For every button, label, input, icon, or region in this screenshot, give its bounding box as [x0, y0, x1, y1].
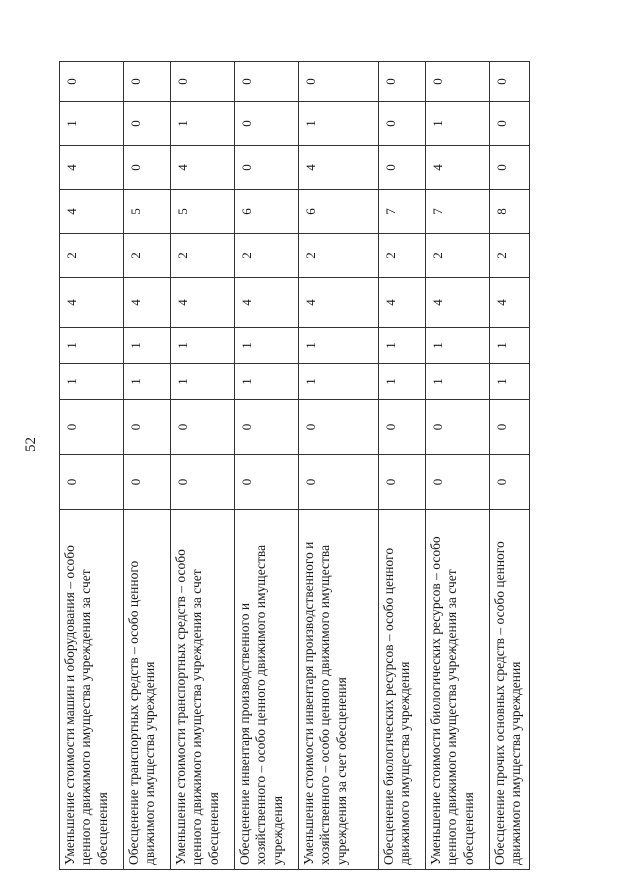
code-digit-cell: 1: [426, 102, 490, 146]
table-row: [490, 62, 530, 870]
code-digit-cell: 4: [379, 278, 426, 328]
rotated-table-container: [59, 62, 529, 870]
code-digit-cell: 2: [490, 234, 530, 278]
code-digit-cell: 2: [299, 234, 379, 278]
code-digit-cell: 0: [379, 102, 426, 146]
code-digit-cell: 1: [60, 328, 124, 364]
table-row: [379, 62, 426, 870]
account-name-cell: Уменьшение стоимости машин и оборудования – особо ценного движимого имущества учреждения за счет обесценения: [60, 510, 124, 870]
table-row: [235, 62, 299, 870]
code-digit-cell: 1: [426, 364, 490, 400]
code-digit-cell: 1: [124, 328, 171, 364]
code-digit-cell: 1: [490, 364, 530, 400]
code-digit-cell: 1: [171, 364, 235, 400]
code-digit-cell: 0: [124, 62, 171, 102]
code-digit-cell: 4: [124, 278, 171, 328]
code-digit-cell: 7: [426, 190, 490, 234]
code-digit-cell: 0: [299, 62, 379, 102]
code-digit-cell: 2: [124, 234, 171, 278]
code-digit-cell: 2: [235, 234, 299, 278]
code-digit-cell: 1: [299, 364, 379, 400]
code-digit-cell: 1: [60, 102, 124, 146]
code-digit-cell: 0: [426, 455, 490, 510]
code-digit-cell: 1: [124, 364, 171, 400]
code-digit-cell: 0: [490, 400, 530, 455]
code-digit-cell: 1: [299, 102, 379, 146]
account-name-cell: Уменьшение стоимости биологических ресурсов – особо ценного движимого имущества учреждения за счет обесценения: [426, 510, 490, 870]
code-digit-cell: 0: [124, 146, 171, 190]
accounts-table: [59, 61, 530, 870]
code-digit-cell: 4: [60, 190, 124, 234]
code-digit-cell: 4: [60, 146, 124, 190]
code-digit-cell: 1: [490, 328, 530, 364]
code-digit-cell: 0: [235, 62, 299, 102]
code-digit-cell: 4: [235, 278, 299, 328]
code-digit-cell: 0: [490, 62, 530, 102]
code-digit-cell: 0: [60, 62, 124, 102]
account-name-cell: Обесценение биологических ресурсов – особо ценного движимого имущества учреждения: [379, 510, 426, 870]
code-digit-cell: 1: [299, 328, 379, 364]
code-digit-cell: 0: [379, 400, 426, 455]
code-digit-cell: 4: [171, 146, 235, 190]
code-digit-cell: 4: [60, 278, 124, 328]
code-digit-cell: 5: [171, 190, 235, 234]
account-name-cell: Обесценение транспортных средств – особо ценного движимого имущества учреждения: [124, 510, 171, 870]
table-row: [299, 62, 379, 870]
code-digit-cell: 0: [124, 400, 171, 455]
code-digit-cell: 0: [490, 102, 530, 146]
code-digit-cell: 4: [490, 278, 530, 328]
code-digit-cell: 5: [124, 190, 171, 234]
code-digit-cell: 0: [490, 146, 530, 190]
code-digit-cell: 2: [379, 234, 426, 278]
code-digit-cell: 1: [379, 364, 426, 400]
code-digit-cell: 1: [60, 364, 124, 400]
code-digit-cell: 0: [299, 400, 379, 455]
code-digit-cell: 0: [171, 62, 235, 102]
code-digit-cell: 1: [426, 328, 490, 364]
account-name-cell: Уменьшение стоимости транспортных средств – особо ценного движимого имущества учреждения за счет обесценения: [171, 510, 235, 870]
code-digit-cell: 0: [426, 400, 490, 455]
code-digit-cell: 4: [299, 278, 379, 328]
table-body: [60, 62, 530, 870]
code-digit-cell: 4: [171, 278, 235, 328]
code-digit-cell: 1: [171, 102, 235, 146]
account-name-cell: Обесценение прочих основных средств – особо ценного движимого имущества учреждения: [490, 510, 530, 870]
code-digit-cell: 0: [60, 455, 124, 510]
table-row: [426, 62, 490, 870]
code-digit-cell: 0: [235, 146, 299, 190]
code-digit-cell: 0: [379, 62, 426, 102]
code-digit-cell: 0: [490, 455, 530, 510]
code-digit-cell: 6: [235, 190, 299, 234]
code-digit-cell: 0: [235, 455, 299, 510]
code-digit-cell: 2: [426, 234, 490, 278]
code-digit-cell: 0: [235, 400, 299, 455]
code-digit-cell: 7: [379, 190, 426, 234]
page-number: 52: [23, 437, 39, 452]
code-digit-cell: 1: [235, 328, 299, 364]
code-digit-cell: 2: [60, 234, 124, 278]
code-digit-cell: 1: [171, 328, 235, 364]
code-digit-cell: 0: [379, 455, 426, 510]
account-name-cell: Уменьшение стоимости инвентаря производственного и хозяйственного – особо ценного движимого имущества учреждения за счет обесценения: [299, 510, 379, 870]
code-digit-cell: 2: [171, 234, 235, 278]
code-digit-cell: 0: [124, 455, 171, 510]
code-digit-cell: 0: [299, 455, 379, 510]
code-digit-cell: 0: [171, 400, 235, 455]
code-digit-cell: 0: [171, 455, 235, 510]
code-digit-cell: 8: [490, 190, 530, 234]
table-row: [60, 62, 124, 870]
account-name-cell: Обесценение инвентаря производственного и хозяйственного – особо ценного движимого имущества учреждения: [235, 510, 299, 870]
code-digit-cell: 0: [124, 102, 171, 146]
code-digit-cell: 1: [235, 364, 299, 400]
code-digit-cell: 4: [299, 146, 379, 190]
code-digit-cell: 4: [426, 146, 490, 190]
code-digit-cell: 6: [299, 190, 379, 234]
code-digit-cell: 0: [426, 62, 490, 102]
table-row: [171, 62, 235, 870]
code-digit-cell: 1: [379, 328, 426, 364]
code-digit-cell: 0: [60, 400, 124, 455]
code-digit-cell: 0: [379, 146, 426, 190]
table-row: [124, 62, 171, 870]
code-digit-cell: 0: [235, 102, 299, 146]
code-digit-cell: 4: [426, 278, 490, 328]
